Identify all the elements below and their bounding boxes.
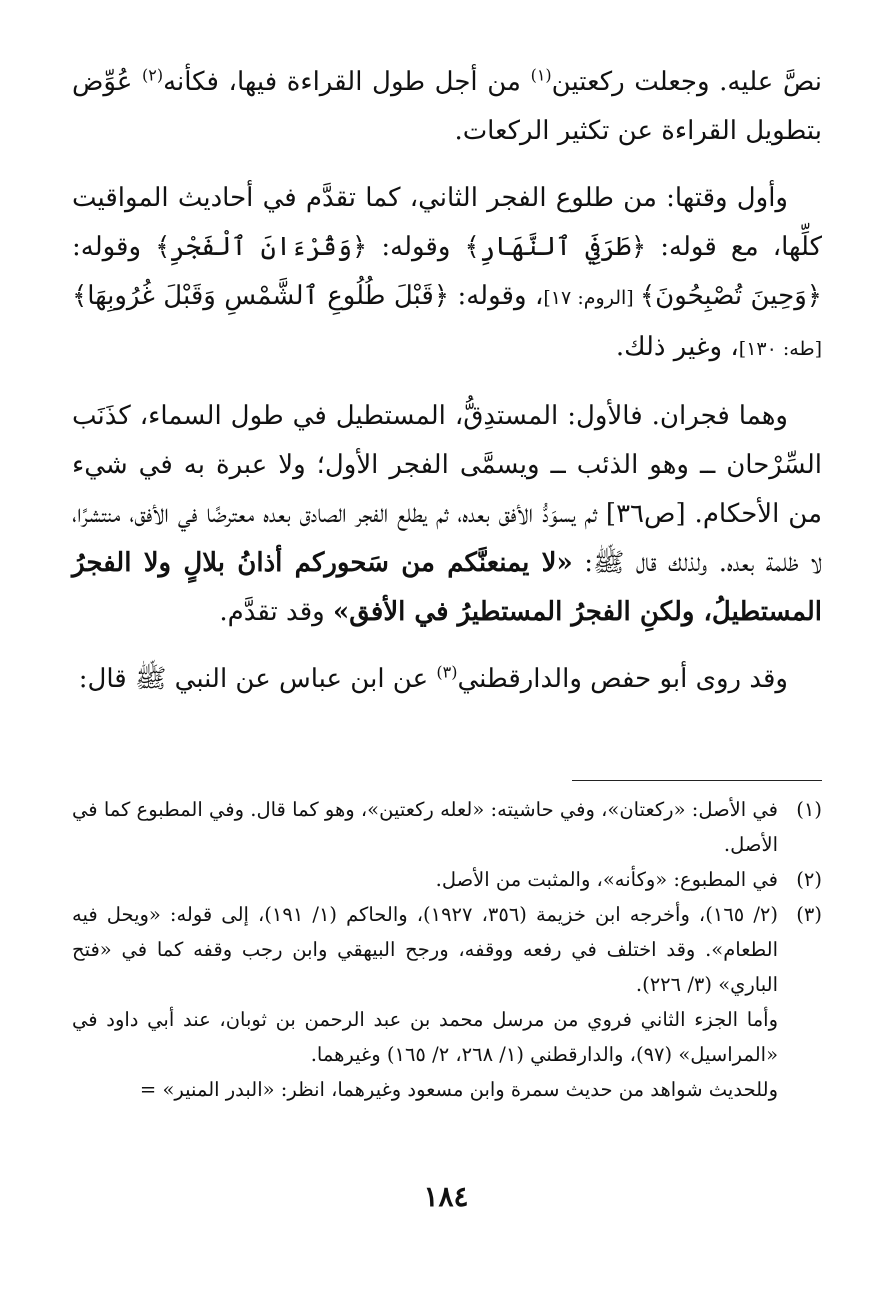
footnote-number: (٢) [796, 868, 822, 891]
paragraph-2 [72, 174, 822, 374]
quran-verse: ﴿قَبْلَ طُلُوعِ ٱلشَّمْسِ وَقَبْلَ غُرُوبِهَا﴾ [72, 281, 450, 311]
footnote-marker[interactable]: (٢) [141, 65, 164, 85]
footnote-divider [572, 780, 822, 781]
quran-verse: ﴿طَرَفَيِ ٱلنَّهَارِ﴾ [464, 232, 647, 262]
footnote-text: في الأصل: «ركعتان»، وفي حاشيته: «لعله ركعتين»، وهو كما قال. وفي المطبوع كما في الأصل. [72, 798, 778, 856]
text-run: عن ابن عباس عن النبي ﷺ قال: [78, 664, 437, 694]
text-run: من أجل طول القراءة فيها، فكأنه [163, 67, 531, 97]
quran-verse: ﴿وَحِينَ تُصْبِحُونَ﴾ [639, 281, 822, 311]
verse-reference: [طه: ١٣٠] [738, 338, 822, 360]
verse-reference: [الروم: ١٧] [543, 287, 640, 309]
text-run: ، وغير ذلك. [615, 332, 739, 362]
footnote-continuation: وللحديث شواهد من حديث سمرة وابن مسعود وغيرهما، انظر: «البدر المنير» = [139, 1078, 778, 1101]
main-text [72, 58, 822, 722]
footnote-marker[interactable]: (٣) [436, 662, 458, 682]
text-run: وهما فجران. فالأول: المستدِقُّ، المستطيل في طول السماء، كذَنَب السِّرْحان ــ وهو الذئب ــ ويسمَّى الفجر الأول؛ ولا عبرة به في شيء من الأحكام. [ص٣٦] ثم يسوَدُّ الأفق بعده، ثم يطلع الفجر الصادق بعده معترضًا في الأفق، منتشرًا، لا ظلمة بعده. ولذلك قال ﷺ: [72, 401, 822, 578]
page-number: ١٨٤ [423, 1180, 469, 1213]
hadith-quote: «لا يمنعنَّكم من سَحوركم أذانُ بلالٍ ولا الفجرُ المستطيلُ، ولكنِ الفجرُ المستطيرُ في الأفق» [72, 548, 822, 627]
paragraph-4 [72, 655, 822, 704]
text-run: عُوِّض بتطويل القراءة عن تكثير الركعات. [72, 67, 822, 146]
text-run: وأول وقتها: من طلوع الفجر الثاني، كما تقدَّم في أحاديث المواقيت كلِّها، مع قوله: [72, 183, 822, 262]
text-run: ، وقوله: [449, 281, 544, 311]
footnote-number: (٣) [796, 903, 822, 926]
footnotes [72, 792, 822, 1107]
paragraph-3 [72, 392, 822, 637]
quran-verse: ﴿وَقُرْءَانَ ٱلْفَجْرِ﴾ [155, 232, 368, 262]
footnote-continuation: وأما الجزء الثاني فروي من مرسل محمد بن عبد الرحمن بن ثوبان، عند أبي داود في «المراسيل» (٩٧)، والدارقطني (١/ ٢٦٨، ٢/ ١٦٥) وغيرهما. [72, 1008, 778, 1066]
footnote-text: (٢/ ١٦٥)، وأخرجه ابن خزيمة (٣٥٦، ١٩٢٧)، والحاكم (١/ ١٩١)، إلى قوله: «ويحل فيه الطعام». وقد اختلف في رفعه ووقفه، ورجح البيهقي وابن رجب وقفه كما في «فتح الباري» (٣/ ٢٢٦). [72, 903, 778, 996]
footnote-item [72, 792, 822, 862]
footnote-item [72, 897, 822, 1002]
text-run: وقد تقدَّم. [219, 597, 333, 627]
text-run: وقوله: [72, 232, 156, 262]
text-run: وقوله: [367, 232, 465, 262]
footnote-number: (١) [796, 798, 822, 821]
footnote-marker[interactable]: (١) [530, 65, 552, 85]
paragraph-1 [72, 58, 822, 156]
footnote-item [72, 862, 822, 897]
text-run: نصَّ عليه. وجعلت ركعتين [551, 67, 822, 97]
footnote-text: في المطبوع: «وكأنه»، والمثبت من الأصل. [435, 868, 778, 891]
text-run: وقد روى أبو حفص والدارقطني [457, 664, 788, 694]
